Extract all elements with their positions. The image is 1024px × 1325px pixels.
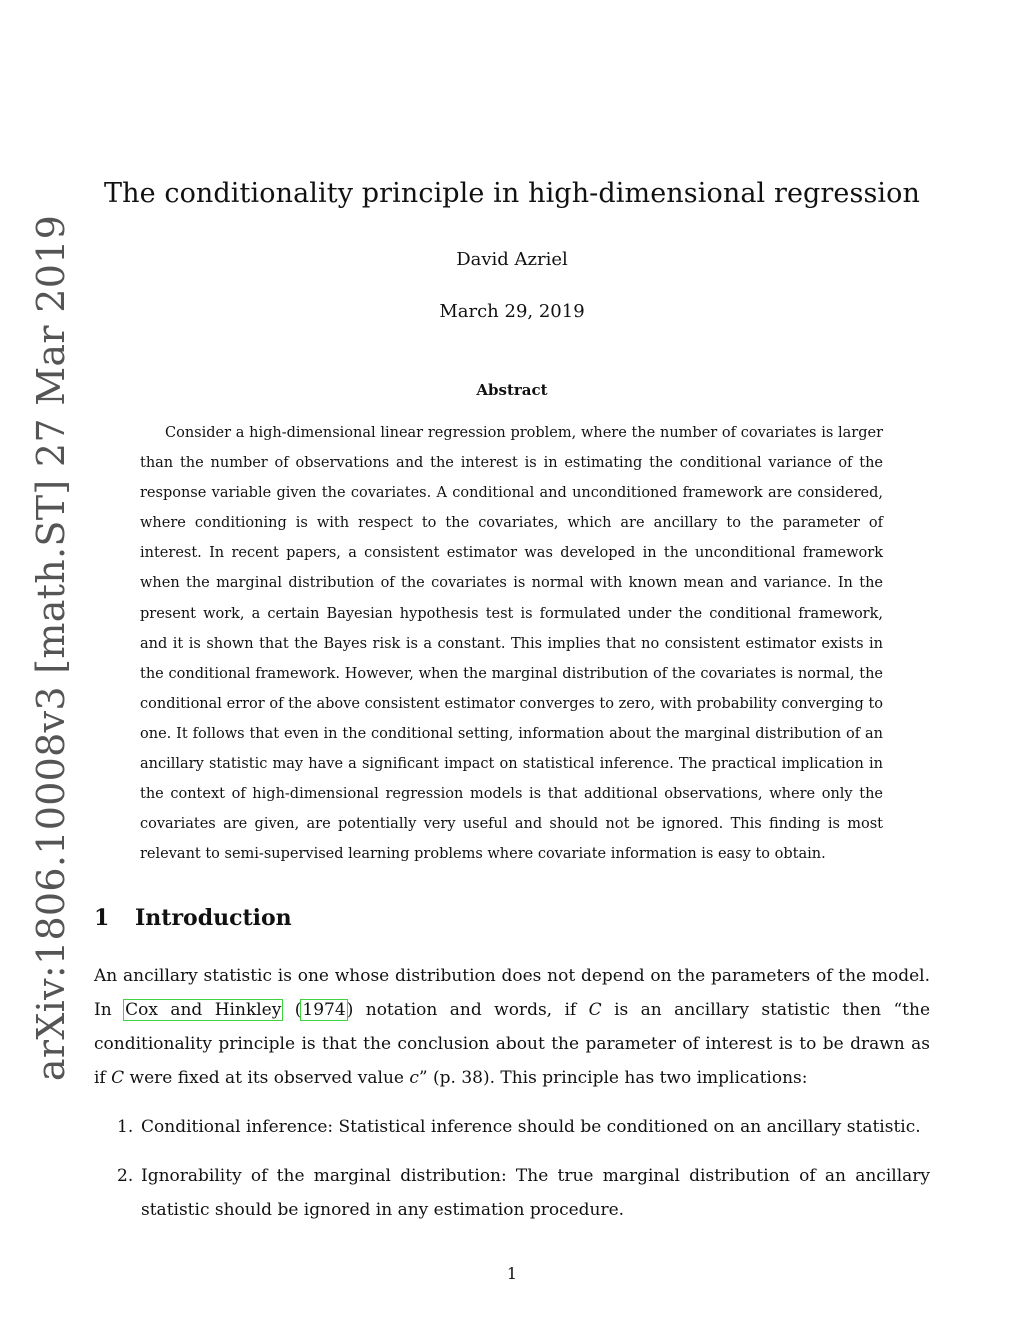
intro-text: (: [282, 1000, 302, 1020]
section-number: 1: [94, 905, 110, 931]
intro-text: ” (p. 38). This principle has two implications:: [418, 1068, 808, 1088]
list-item-text: Conditional inference: Statistical inference should be conditioned on an ancillary statistic.: [141, 1117, 921, 1137]
page-number: 1: [506, 1264, 518, 1283]
intro-text: were fixed at its observed value: [124, 1068, 410, 1088]
intro-text: An ancillary statistic is one whose distribution does not depend on the parameters of the model. In: [94, 966, 930, 1020]
section-title: Introduction: [135, 905, 292, 931]
section-heading: [94, 905, 292, 931]
abstract-heading: Abstract: [476, 381, 548, 399]
paper-title: The conditionality principle in high-dimensional regression: [104, 178, 920, 209]
citation-link-year[interactable]: 1974: [302, 1000, 346, 1020]
intro-text: ) notation and words, if: [346, 1000, 589, 1020]
arxiv-sidebar-stamp: arXiv:1806.10008v3 [math.ST] 27 Mar 2019: [29, 214, 73, 1082]
citation-link-authors[interactable]: Cox and Hinkley: [125, 1000, 282, 1020]
list-item-text: Ignorability of the marginal distribution: The true marginal distribution of an ancillary statistic should be ignored in any estimation procedure.: [141, 1166, 930, 1220]
math-variable: c: [409, 1068, 419, 1088]
list-item: [117, 1159, 930, 1227]
paper-date: March 29, 2019: [439, 301, 585, 322]
math-variable: C: [588, 1000, 602, 1020]
list-marker: 2.: [117, 1166, 134, 1186]
paper-author: David Azriel: [456, 249, 568, 270]
list-item: [117, 1110, 930, 1144]
intro-paragraph: [94, 959, 930, 1095]
math-variable: C: [111, 1068, 125, 1088]
list-marker: 1.: [117, 1117, 134, 1137]
intro-text: is an ancillary statistic then “the conditionality principle is that the conclusion about the parameter of interest is to be drawn as if: [94, 1000, 931, 1088]
abstract-body: Consider a high-dimensional linear regression problem, where the number of covariates is larger than the number of observations and the interest is in estimating the conditional variance of the response variable given the covariates. A conditional and unconditioned framework are considered, where conditioning is with respect to the covariates, which are ancillary to the parameter of interest. In recent papers, a consistent estimator was developed in the unconditional framework when the marginal distribution of the covariates is normal with known mean and variance. In the present work, a certain Bayesian hypothesis test is formulated under the conditional framework, and it is shown that the Bayes risk is a constant. This implies that no consistent estimator exists in the conditional framework. However, when the marginal distribution of the covariates is normal, the conditional error of the above consistent estimator converges to zero, with probability converging to one. It follows that even in the conditional setting, information about the marginal distribution of an ancillary statistic may have a significant impact on statistical inference. The practical implication in the context of high-dimensional regression models is that additional observations, where only the covariates are given, are potentially very useful and should not be ignored. This finding is most relevant to semi-supervised learning problems where covariate information is easy to obtain.: [140, 425, 883, 863]
